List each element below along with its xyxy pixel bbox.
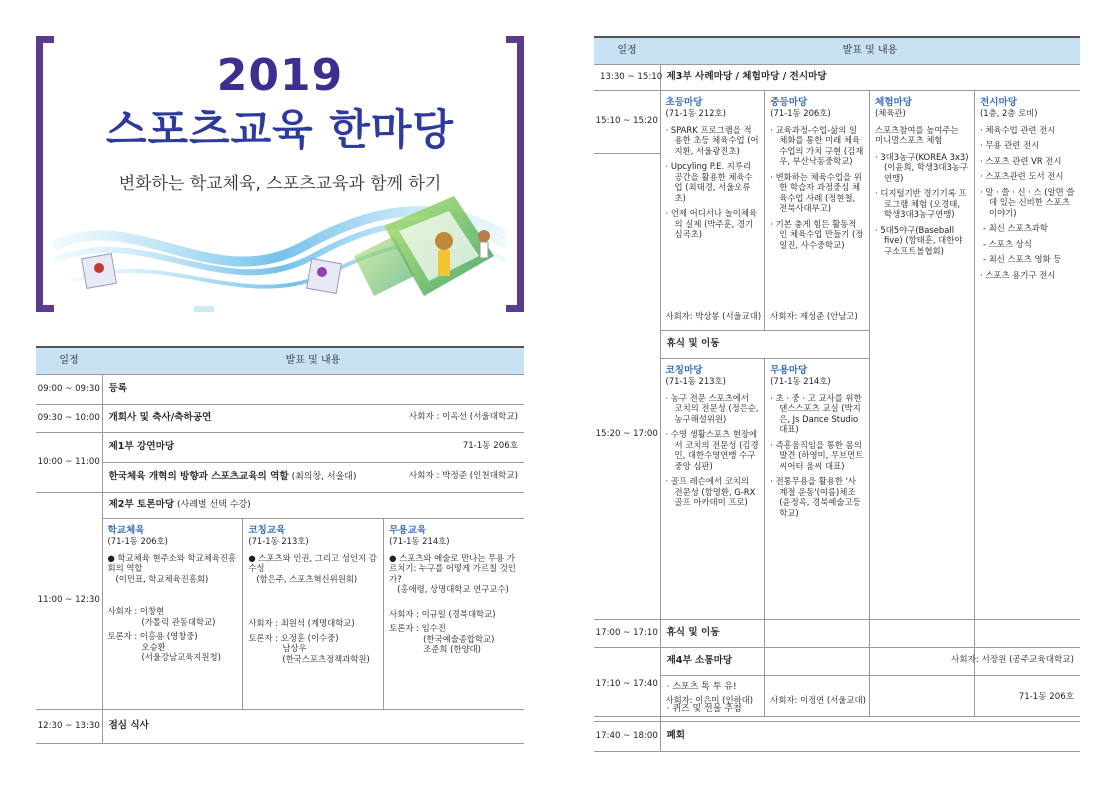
table-row xyxy=(594,648,1080,676)
row-room: 71-1동 206호 xyxy=(462,440,518,451)
list-item: · 스포츠 용기구 전시 xyxy=(980,269,1056,280)
list-item: · SPARK 프로그램을 적용한 초등 체육수업 (어지환, 서울광진초) xyxy=(665,124,759,156)
list-item: · 스포츠 관련 VR 전시 xyxy=(980,155,1062,166)
list-item: · 3대3농구(KOREA 3x3) (이윤희, 학생3대3농구연맹) xyxy=(875,151,969,183)
time-cell: 13:30 ~ 15:10 xyxy=(594,64,660,90)
right-schedule-table-bottom xyxy=(594,619,1080,752)
table-row xyxy=(594,676,1080,722)
row-title: 등록 xyxy=(108,382,128,394)
list-item: · 언제 어디서나 놀이체육의 실제 (박주훈, 경기심곡초) xyxy=(665,208,758,240)
list-item: · 체육수업 관련 전시 xyxy=(980,124,1056,135)
list-subitem: - 최신 스포츠과학 xyxy=(983,223,1048,234)
session-room: (체육관) xyxy=(875,108,906,119)
session-discussant-3: (서울강남교육지원청) xyxy=(141,652,221,663)
table-row xyxy=(36,492,524,518)
session-coaching xyxy=(243,519,384,709)
session-presenter: (함은주, 스포츠혁신위원회) xyxy=(256,573,358,584)
list-item: · 기본 충게 힘든 활동적인 체육수업 만들기 (정일진, 사수중학교) xyxy=(770,218,864,250)
list-item: · 전통무용을 활용한 '사계절 운동'(여름)체조 (윤정옥, 경북예술고등학교) xyxy=(770,476,861,518)
row-title: 한국체육 개혁의 방향과 스포츠교육의 역할 xyxy=(108,470,289,482)
row-title: 휴식 및 이동 xyxy=(666,627,720,639)
list-item: · 디지털기반 경기기록 프로그램 체험 (오경태, 학생3대3농구연맹) xyxy=(875,188,967,220)
sports-illustration xyxy=(54,186,506,314)
row-moderator: 사회자 : 박정준 (인천대학교) xyxy=(408,470,518,481)
table-row xyxy=(36,404,524,432)
session-topic: ● 스포츠와 인권, 그리고 성인지 감수성 xyxy=(248,552,377,574)
header-time: 일정 xyxy=(36,347,102,374)
list-item: · 퀴즈 및 선물 추첨 xyxy=(666,703,742,714)
session-name: 체험마당 xyxy=(875,96,913,108)
session-discussant-3: (한국스포츠정책과학원) xyxy=(282,653,370,664)
session-name: 초등마당 xyxy=(665,96,703,108)
session-moderator: 사회자: 이은미 (인하대) xyxy=(665,695,753,705)
row-title-suffix: (사례별 선택 수강) xyxy=(177,499,251,510)
table-row xyxy=(594,722,1080,752)
time-cell: 12:30 ~ 13:30 xyxy=(36,709,102,743)
session-moderator: 사회자: 제성준 (안남고) xyxy=(770,311,858,321)
table-row xyxy=(594,620,1080,648)
time-cell: 15:10 ~ 15:20 xyxy=(594,90,660,154)
right-schedule-table xyxy=(594,36,1080,717)
row-room: 71-1동 206호 xyxy=(1018,692,1074,703)
session-name: 코칭마당 xyxy=(665,364,703,376)
session-discussant-2: (한국예술종합학교) xyxy=(423,633,495,644)
header-content: 발표 및 내용 xyxy=(660,37,1080,64)
session-discussant: 토론자 : 오정훈 (이수중) xyxy=(248,632,339,643)
table-row xyxy=(36,432,524,462)
list-item: · 교육과정-수업-삶의 일체화를 통한 미래 체육수업의 가치 구현 (김재우, 부산낙동중학교) xyxy=(770,124,864,167)
row-title: 휴식 및 이동 xyxy=(666,338,720,349)
session-moderator-org: (가톨릭 관동대학교) xyxy=(141,616,216,627)
session-room: (71-1동 214호) xyxy=(770,376,831,387)
time-cell: 11:00 ~ 12:30 xyxy=(36,492,102,709)
session-name: 전시마당 xyxy=(980,96,1018,108)
session-room: (71-1동 213호) xyxy=(248,536,309,547)
table-row xyxy=(36,374,524,404)
session-discussant: 토론자 : 이홍용 (영창중) xyxy=(107,631,198,642)
list-item: · Upcyling P.E. 지루리 공간을 활용한 체육수업 (최태경, 서울오류초) xyxy=(665,161,753,203)
list-item: · 말 · 쓸 · 신 · 스 (알면 쓸데 있는 신비한 스포츠이야기) xyxy=(980,186,1075,218)
table-row xyxy=(36,518,524,709)
list-item: · 스포츠 톡 투 유! xyxy=(666,682,737,693)
table-row xyxy=(36,709,524,743)
list-item: · 5대5야구(Baseball five) (함태훈, 대한야구소프트볼협회) xyxy=(875,224,963,256)
poster-year: 2019 xyxy=(216,50,344,101)
table-row xyxy=(594,64,1080,90)
list-item: · 초 · 중 · 고 교사를 위한 댄스스포츠 교실 (박지은, Js Dance Studio대표) xyxy=(770,392,862,435)
time-cell: 17:40 ~ 18:00 xyxy=(594,722,660,752)
session-topic: ● 학교체육 현주소와 학교체육진흥회의 역할 xyxy=(107,552,237,574)
session-dance xyxy=(384,519,524,709)
session-moderator: 사회자 : 이창현 xyxy=(107,606,165,617)
time-cell: 15:20 ~ 17:00 xyxy=(594,154,660,716)
session-room: (71-1동 206호) xyxy=(107,536,168,547)
list-item: · 변화하는 체육수업을 위한 학습자 과정중심 체육수업 사례 (정현철, 전북사대부고) xyxy=(770,171,862,214)
session-intro: 스포츠참여를 높여주는 미니멀스포츠 체험 xyxy=(875,124,959,146)
session-discussant: 토론자 : 임수진 xyxy=(389,623,446,634)
session-presenter: (홍애령, 상명대학교 연구교수) xyxy=(397,584,509,595)
row-title: 제1부 강연마당 xyxy=(108,440,175,452)
session-room: (1층, 2층 로비) xyxy=(980,108,1038,119)
list-subitem: - 최신 스포츠 영화 등 xyxy=(983,254,1062,265)
row-title: 점심 식사 xyxy=(108,719,149,731)
session-presenter: (이민표, 학교체육진흥회) xyxy=(115,573,209,584)
time-cell: 09:30 ~ 10:00 xyxy=(36,404,102,432)
session-moderator: 사회자 : 이규일 (경북대학교) xyxy=(389,608,496,619)
time-cell: 17:10 ~ 17:40 xyxy=(594,648,660,722)
session-topic: ● 스포츠와 예술로 만나는 무용 가르치기: 누구를 어떻게 가르칠 것인가? xyxy=(389,552,516,584)
poster-title: 스포츠교육 한마당 xyxy=(105,105,455,154)
session-moderator: 사회자: 이정연 (서울교대) xyxy=(770,695,866,705)
list-item: · 스포츠관련 도서 전시 xyxy=(980,171,1064,182)
list-subitem: - 스포츠 상식 xyxy=(983,238,1032,249)
session-school-pe xyxy=(103,519,244,709)
session-room: (71-1동 206호) xyxy=(770,108,831,119)
time-cell: 17:00 ~ 17:10 xyxy=(594,620,660,648)
middle-session xyxy=(765,91,869,330)
list-item: · 농구 전문 스포츠에서 코치의 전문성 (정은순, 농구해설위원) xyxy=(665,392,759,424)
list-item: · 수영 생활스포츠 현장에서 코치의 전문성 (김경민, 대한수영연맹 수구중앙 심판) xyxy=(665,429,759,471)
row-title: 개회사 및 축사/축하공연 xyxy=(108,411,212,423)
session-room: (71-1동 213호) xyxy=(665,376,726,387)
left-schedule-table xyxy=(36,346,524,744)
session-moderator: 사회자: 박상봉 (서울교대) xyxy=(665,311,762,321)
table-row xyxy=(36,462,524,492)
header-content: 발표 및 내용 xyxy=(102,347,524,374)
session-discussant-2: 남상우 xyxy=(282,643,307,654)
session-name: 무용교육 xyxy=(389,524,427,536)
time-cell: 10:00 ~ 11:00 xyxy=(36,432,102,492)
session-discussant-3: 조준희 (한양대) xyxy=(423,644,481,655)
row-title: 제2부 토론마당 xyxy=(108,498,175,510)
session-room: (71-1동 214호) xyxy=(389,536,450,547)
row-title: 제3부 사례마당 / 체험마당 / 전시마당 xyxy=(666,70,827,82)
session-room: (71-1동 212호) xyxy=(665,108,726,119)
list-item: · 무용 관련 전시 xyxy=(980,140,1040,151)
row-title-suffix: (최의창, 서울대) xyxy=(291,471,357,482)
header-time: 일정 xyxy=(594,37,660,64)
session-name: 학교체육 xyxy=(107,524,145,536)
row-moderator: 사회자: 서장원 (공주교육대학교) xyxy=(951,655,1074,666)
time-cell: 09:00 ~ 09:30 xyxy=(36,374,102,404)
session-moderator: 사회자 : 최원석 (계명대학교) xyxy=(248,618,355,629)
session-name: 중등마당 xyxy=(770,96,808,108)
elementary-session xyxy=(661,91,766,330)
poster-subtitle: 변화하는 학교체육, 스포츠교육과 함께 하기 xyxy=(118,174,442,194)
row-moderator: 사회자 : 이옥선 (서울대학교) xyxy=(408,411,518,422)
poster-header xyxy=(36,36,524,314)
break-row-content xyxy=(661,331,870,359)
list-item: · 즉흥움직임을 통한 몸의 발견 (하영미, 무브먼트씨어터 움씨 대표) xyxy=(770,439,864,471)
row-title: 폐회 xyxy=(666,730,686,742)
row-title: 제4부 소통마당 xyxy=(666,655,733,667)
list-item: · 골프 레슨에서 코치의 전문성 (함명환, G-RX 골프 아카데미 프로) xyxy=(665,476,756,508)
session-discussant-2: 오승환 xyxy=(141,641,166,652)
session-name: 무용마당 xyxy=(770,364,808,376)
session-name: 코칭교육 xyxy=(248,524,286,536)
